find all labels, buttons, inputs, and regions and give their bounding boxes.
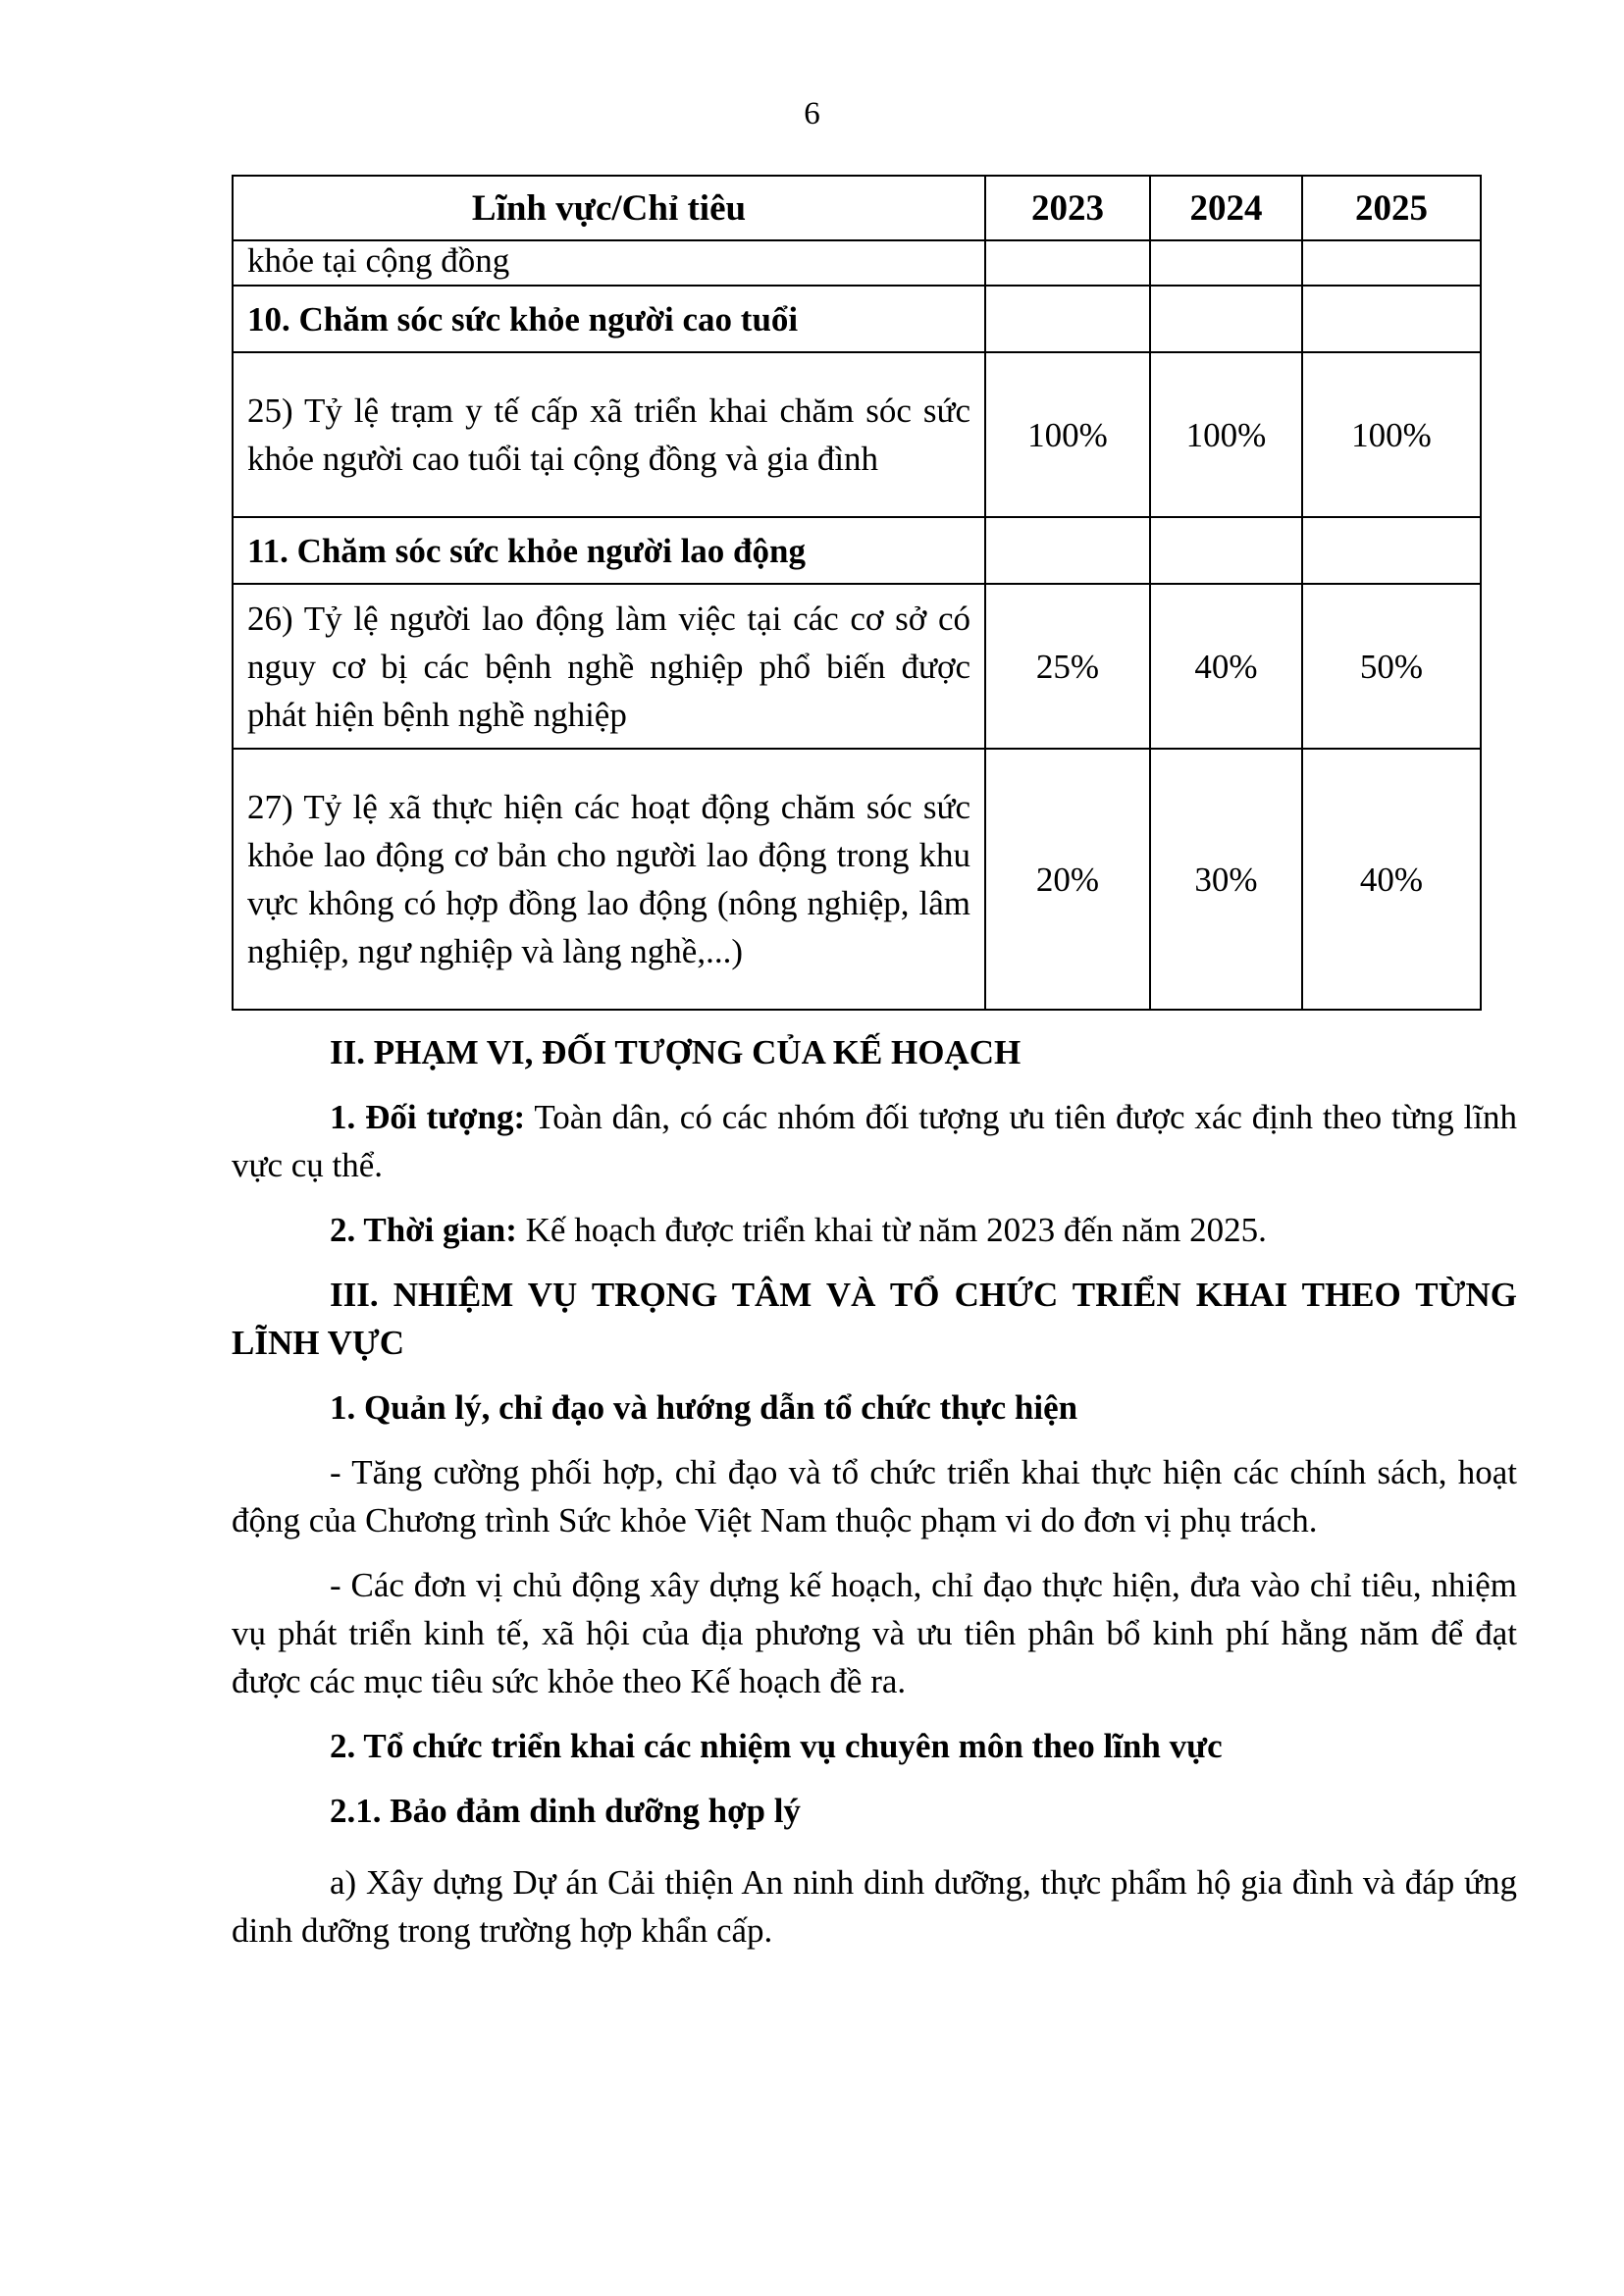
paragraph: - Tăng cường phối hợp, chỉ đạo và tổ chức triển khai thực hiện các chính sách, hoạt động của Chương trình Sức khỏe Việt Nam thuộc phạm vi do đơn vị phụ trách. — [232, 1453, 1517, 1539]
value-2025: 100% — [1302, 352, 1481, 517]
group-heading: 10. Chăm sóc sức khỏe người cao tuổi — [233, 286, 985, 352]
indicator-text: 25) Tỷ lệ trạm y tế cấp xã triển khai chăm sóc sức khỏe người cao tuổi tại cộng đồng và gia đình — [233, 352, 985, 517]
indicator-text: 27) Tỷ lệ xã thực hiện các hoạt động chăm sóc sức khỏe lao động cơ bản cho người lao động trong khu vực không có hợp đồng lao động (nông nghiệp, lâm nghiệp, ngư nghiệp và làng nghề,...) — [233, 749, 985, 1010]
subsection-heading: 2. Tổ chức triển khai các nhiệm vụ chuyên môn theo lĩnh vực — [330, 1727, 1223, 1765]
label: 1. Đối tượng: — [330, 1098, 526, 1136]
indicator-text: 26) Tỷ lệ người lao động làm việc tại các cơ sở có nguy cơ bị các bệnh nghề nghiệp phổ biến được phát hiện bệnh nghề nghiệp — [233, 584, 985, 749]
section-heading: II. PHẠM VI, ĐỐI TƯỢNG CỦA KẾ HOẠCH — [330, 1033, 1022, 1071]
subsection-heading: 1. Quản lý, chỉ đạo và hướng dẫn tổ chức thực hiện — [330, 1388, 1078, 1427]
value-2024: 40% — [1150, 584, 1302, 749]
value-2024: 30% — [1150, 749, 1302, 1010]
group-heading: 11. Chăm sóc sức khỏe người lao động — [233, 517, 985, 584]
table-row — [233, 749, 1481, 1010]
table-header-row — [233, 176, 1481, 240]
paragraph: a) Xây dựng Dự án Cải thiện An ninh dinh dưỡng, thực phẩm hộ gia đình và đáp ứng dinh dưỡng trong trường hợp khẩn cấp. — [232, 1863, 1517, 1950]
page-number: 6 — [804, 96, 820, 131]
document-body — [232, 1028, 1517, 1955]
indicator-table — [232, 175, 1482, 1011]
header-field: Lĩnh vực/Chỉ tiêu — [233, 176, 985, 240]
value-2024: 100% — [1150, 352, 1302, 517]
label: 2. Thời gian: — [330, 1211, 517, 1249]
value-2023: 20% — [985, 749, 1150, 1010]
paragraph: 1. Đối tượng: Toàn dân, có các nhóm đối tượng ưu tiên được xác định theo từng lĩnh vực cụ thể. — [232, 1098, 1517, 1184]
paragraph: - Các đơn vị chủ động xây dựng kế hoạch, chỉ đạo thực hiện, đưa vào chỉ tiêu, nhiệm vụ phát triển kinh tế, xã hội của địa phương và ưu tiên phân bổ kinh phí hằng năm để đạt được các mục tiêu sức khỏe theo Kế hoạch đề ra. — [232, 1566, 1517, 1700]
value-2025: 50% — [1302, 584, 1481, 749]
subsection-heading: 2.1. Bảo đảm dinh dưỡng hợp lý — [330, 1792, 801, 1830]
header-2023: 2023 — [985, 176, 1150, 240]
table-row — [233, 240, 1481, 286]
header-2024: 2024 — [1150, 176, 1302, 240]
continuation-cell: khỏe tại cộng đồng — [233, 240, 985, 286]
section-heading: III. NHIỆM VỤ TRỌNG TÂM VÀ TỔ CHỨC TRIỂN KHAI THEO TỪNG LĨNH VỰC — [232, 1276, 1517, 1362]
table-row — [233, 584, 1481, 749]
value-2023: 25% — [985, 584, 1150, 749]
header-2025: 2025 — [1302, 176, 1481, 240]
table-row — [233, 517, 1481, 584]
paragraph: 2. Thời gian: Kế hoạch được triển khai từ năm 2023 đến năm 2025. — [330, 1211, 1267, 1249]
value-2025: 40% — [1302, 749, 1481, 1010]
table-row — [233, 286, 1481, 352]
value-2023: 100% — [985, 352, 1150, 517]
table-row — [233, 352, 1481, 517]
